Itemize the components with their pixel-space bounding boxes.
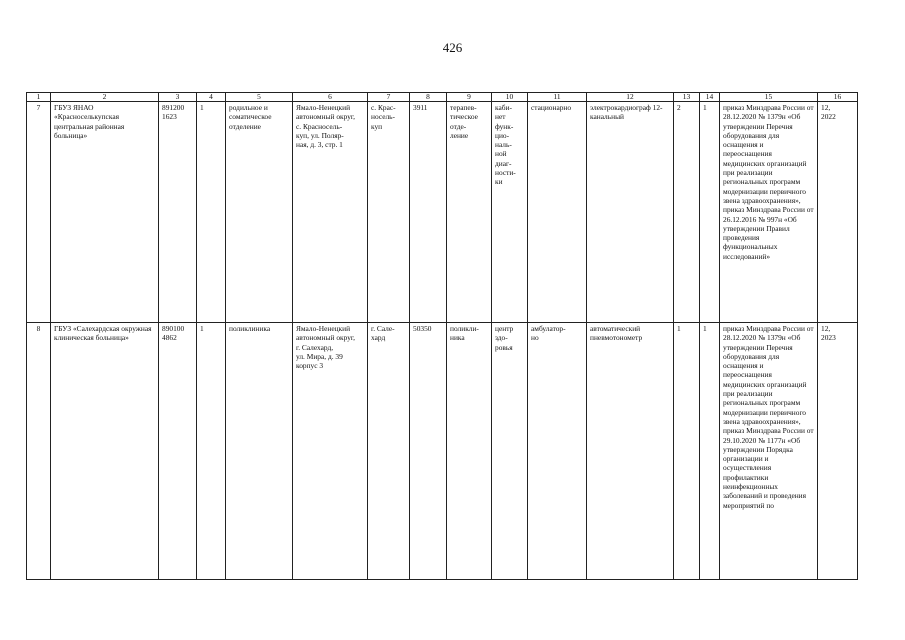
table-cell: 12, 2022: [818, 102, 858, 323]
table-cell: ГБУЗ ЯНАО «Красноселькупская центральная районная больница»: [51, 102, 159, 323]
page-number: 426: [442, 40, 463, 55]
table-cell: 2: [674, 102, 700, 323]
table-cell: 8: [27, 323, 51, 580]
table-cell: каби- нет функ- цио- наль- ной диаг- ности- ки: [492, 102, 528, 323]
table-cell: 1: [674, 323, 700, 580]
table-cell: Ямало-Ненецкий автономный округ, г. Салехард, ул. Мира, д. 39 корпус 3: [293, 323, 368, 580]
column-number-header: 1: [27, 93, 51, 102]
table-cell: 1: [197, 102, 226, 323]
table-cell: терапев- тическое отде- ление: [447, 102, 492, 323]
column-number-header: 9: [447, 93, 492, 102]
column-number-header: 15: [720, 93, 818, 102]
column-number-header: 13: [674, 93, 700, 102]
table-row: [27, 323, 858, 580]
table-cell: центр здо- ровья: [492, 323, 528, 580]
column-number-header: 2: [51, 93, 159, 102]
column-number-header: 10: [492, 93, 528, 102]
table-cell: 1: [700, 102, 720, 323]
column-number-header: 6: [293, 93, 368, 102]
table-cell: 1: [700, 323, 720, 580]
column-number-header: 16: [818, 93, 858, 102]
column-number-header: 8: [410, 93, 447, 102]
table-cell: стационарно: [528, 102, 587, 323]
table-row: [27, 102, 858, 323]
table-cell: 1: [197, 323, 226, 580]
data-table: [26, 92, 858, 580]
table-cell: поликли- ника: [447, 323, 492, 580]
table-cell: 3911: [410, 102, 447, 323]
column-number-header: 12: [587, 93, 674, 102]
table-cell: 890100 4862: [159, 323, 197, 580]
column-number-header: 4: [197, 93, 226, 102]
column-number-header: 5: [226, 93, 293, 102]
table-cell: поликлиника: [226, 323, 293, 580]
table-cell: г. Сале- хард: [368, 323, 410, 580]
table-cell: приказ Минздрава России от 28.12.2020 № 1379н «Об утверждении Перечня оборудования для оснащения и переоснащения медицинских организаций при реализации региональных программ модернизации первичного звена здравоохранения», приказ Минздрава России от 26.12.2016 № 997н «Об утверждении Правил проведения функциональных исследований»: [720, 102, 818, 323]
table-cell: родильное и соматическое отделение: [226, 102, 293, 323]
table-cell: ГБУЗ «Салехардская окружная клиническая больница»: [51, 323, 159, 580]
table-cell: автоматический пневмотонометр: [587, 323, 674, 580]
table-cell: 50350: [410, 323, 447, 580]
column-number-header: 14: [700, 93, 720, 102]
table-cell: 12, 2023: [818, 323, 858, 580]
table-cell: с. Крас- носель- куп: [368, 102, 410, 323]
table-cell: 7: [27, 102, 51, 323]
table-cell: Ямало-Ненецкий автономный округ, с. Красносель- куп, ул. Поляр- ная, д. 3, стр. 1: [293, 102, 368, 323]
table-cell: 891200 1623: [159, 102, 197, 323]
table-cell: электрокардиограф 12-канальный: [587, 102, 674, 323]
table-header-row: [27, 93, 858, 102]
column-number-header: 3: [159, 93, 197, 102]
table-cell: амбулатор- но: [528, 323, 587, 580]
column-number-header: 7: [368, 93, 410, 102]
table-cell: приказ Минздрава России от 28.12.2020 № 1379н «Об утверждении Перечня оборудования для оснащения и переоснащения медицинских организаций при реализации региональных программ модернизации первичного звена здравоохранения», приказ Минздрава России от 29.10.2020 № 1177н «Об утверждении Порядка организации и осуществления профилактики неинфекционных заболеваний и проведения мероприятий по: [720, 323, 818, 580]
column-number-header: 11: [528, 93, 587, 102]
